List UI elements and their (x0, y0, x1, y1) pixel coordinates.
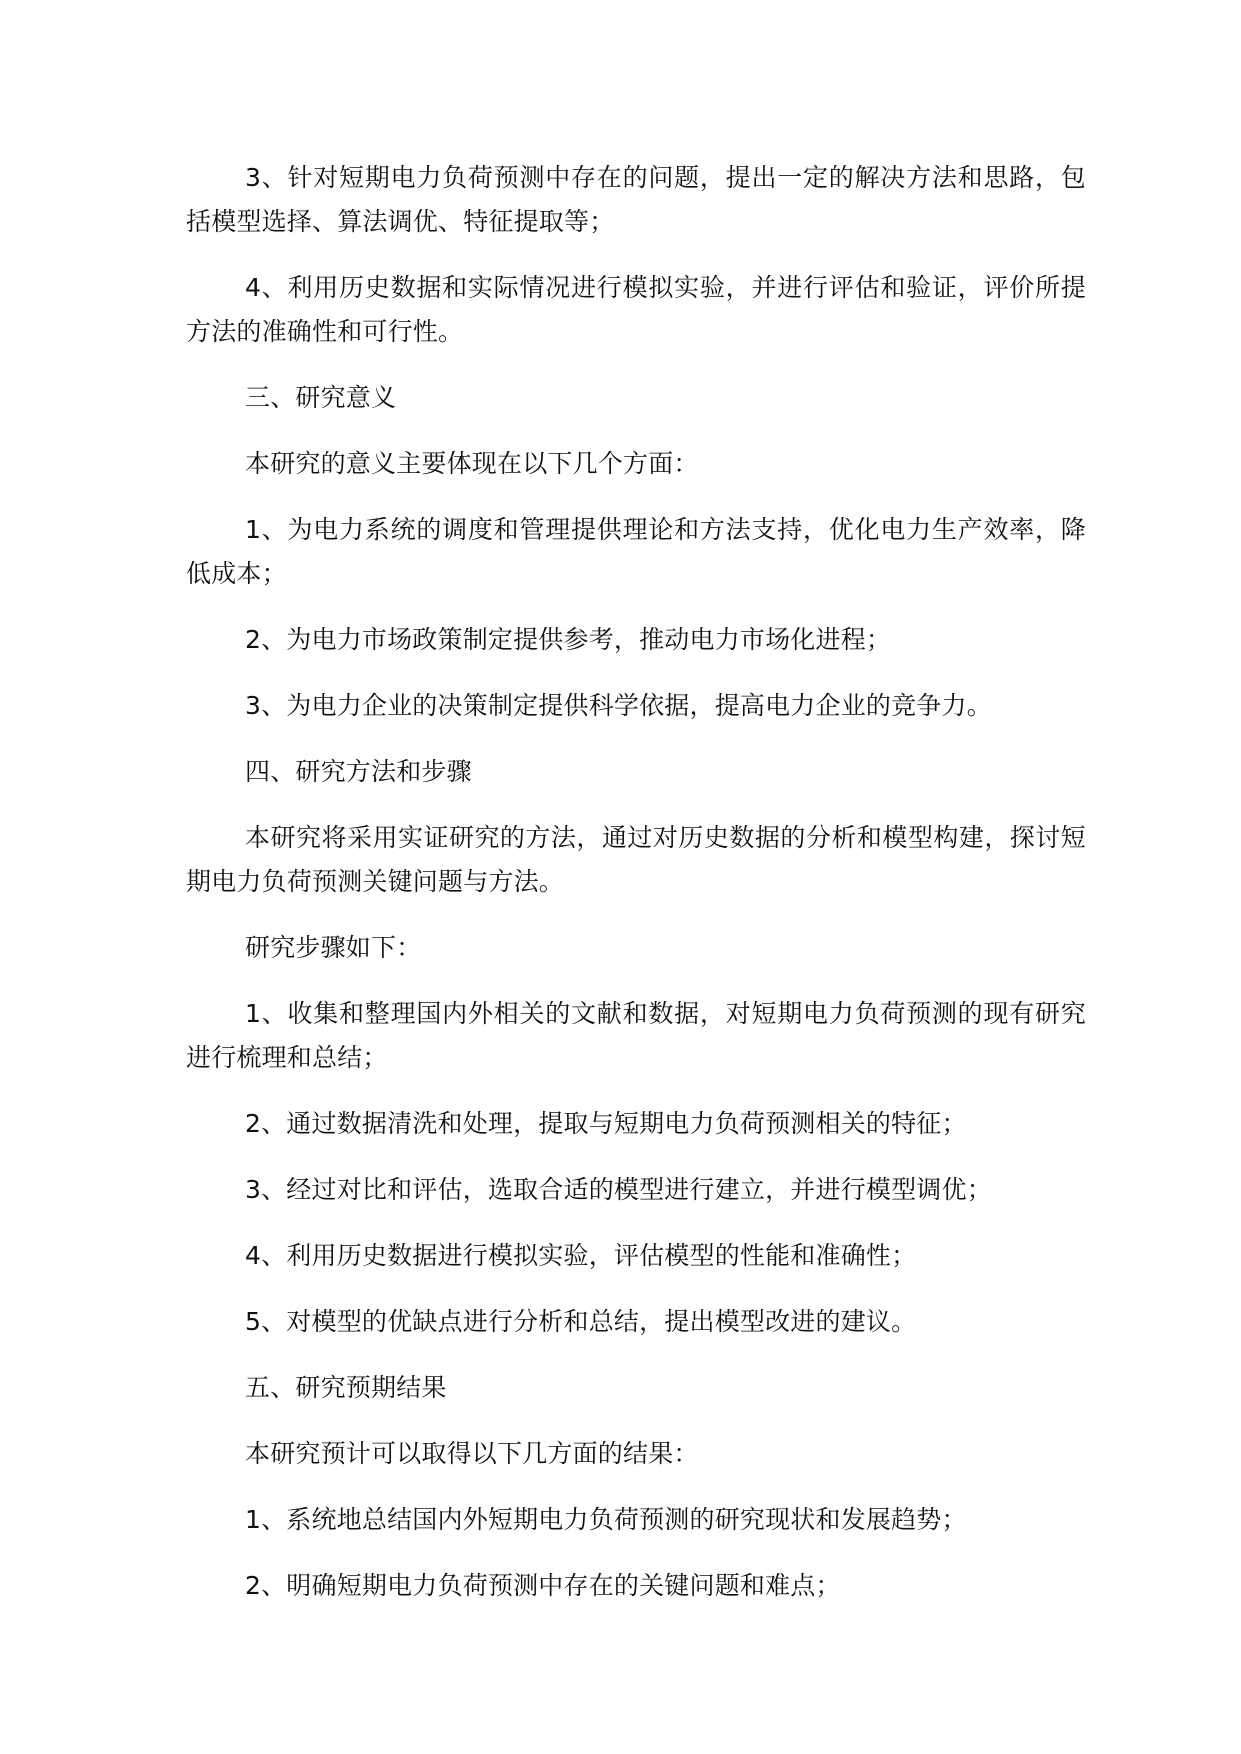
section-heading-significance: 三、研究意义 (245, 383, 397, 412)
section-heading-methods: 四、研究方法和步骤 (245, 757, 472, 786)
paragraph-significance-3: 3、为电力企业的决策制定提供科学依据，提高电力企业的竞争力。 (245, 691, 992, 720)
paragraph-methods-intro: 本研究将采用实证研究的方法，通过对历史数据的分析和模型构建，探讨短期电力负荷预测关键问题与方法。 (186, 823, 1086, 896)
paragraph-step-3: 3、经过对比和评估，选取合适的模型进行建立，并进行模型调优； (245, 1175, 992, 1204)
paragraph-step-5: 5、对模型的优缺点进行分析和总结，提出模型改进的建议。 (245, 1307, 917, 1336)
paragraph-step-2: 2、通过数据清洗和处理，提取与短期电力负荷预测相关的特征； (245, 1109, 967, 1138)
paragraph-results-intro: 本研究预计可以取得以下几方面的结果： (245, 1439, 699, 1468)
paragraph-result-1: 1、系统地总结国内外短期电力负荷预测的研究现状和发展趋势； (245, 1505, 967, 1534)
paragraph-method-4: 4、利用历史数据和实际情况进行模拟实验，并进行评估和验证，评价所提方法的准确性和可行性。 (186, 273, 1086, 346)
section-heading-expected-results: 五、研究预期结果 (245, 1373, 447, 1402)
paragraph-significance-2: 2、为电力市场政策制定提供参考，推动电力市场化进程； (245, 625, 892, 654)
paragraph-result-2: 2、明确短期电力负荷预测中存在的关键问题和难点； (245, 1571, 841, 1600)
paragraph-step-4: 4、利用历史数据进行模拟实验，评估模型的性能和准确性； (245, 1241, 917, 1270)
document-body (186, 156, 1086, 1630)
paragraph-steps-intro: 研究步骤如下： (245, 933, 422, 962)
paragraph-significance-intro: 本研究的意义主要体现在以下几个方面： (245, 449, 699, 478)
paragraph-significance-1: 1、为电力系统的调度和管理提供理论和方法支持，优化电力生产效率，降低成本； (186, 515, 1086, 588)
paragraph-method-3: 3、针对短期电力负荷预测中存在的问题，提出一定的解决方法和思路，包括模型选择、算法调优、特征提取等； (186, 163, 1086, 236)
paragraph-step-1: 1、收集和整理国内外相关的文献和数据，对短期电力负荷预测的现有研究进行梳理和总结； (186, 999, 1086, 1072)
